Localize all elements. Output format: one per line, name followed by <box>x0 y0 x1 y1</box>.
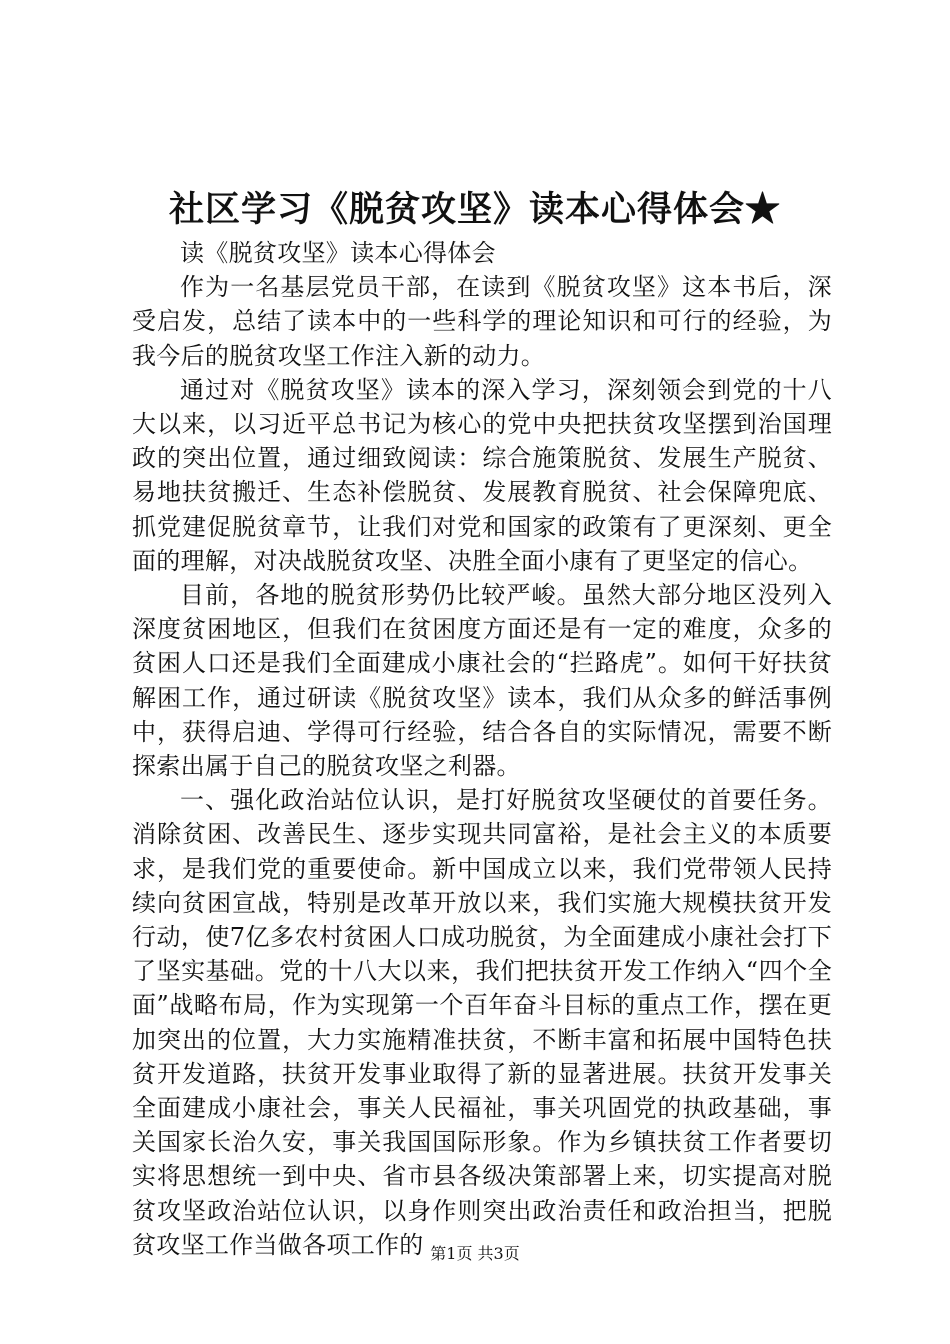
body-paragraph: 目前，各地的脱贫形势仍比较严峻。虽然大部分地区没列入深度贫困地区，但我们在贫困度方面还是有一定的难度，众多的贫困人口还是我们全面建成小康社会的“拦路虎”。如何干好扶贫解困工作，通过研读《脱贫攻坚》读本，我们从众多的鲜活事例中，获得启迪、学得可行经验，结合各自的实际情况，需要不断探索出属于自己的脱贫攻坚之利器。 <box>132 581 832 781</box>
document-title: 社区学习《脱贫攻坚》读本心得体会★ <box>168 189 781 230</box>
page-number-footer: 第1页 共3页 <box>430 1244 520 1263</box>
body-paragraph: 一、强化政治站位认识，是打好脱贫攻坚硬仗的首要任务。消除贫困、改善民生、逐步实现共同富裕，是社会主义的本质要求，是我们党的重要使命。新中国成立以来，我们党带领人民持续向贫困宣战，特别是改革开放以来，我们实施大规模扶贫开发行动，使7亿多农村贫困人口成功脱贫，为全面建成小康社会打下了坚实基础。党的十八大以来，我们把扶贫开发工作纳入“四个全面”战略布局，作为实现第一个百年奋斗目标的重点工作，摆在更加突出的位置，大力实施精准扶贫，不断丰富和拓展中国特色扶贫开发道路，扶贫开发事业取得了新的显著进展。扶贫开发事关全面建成小康社会，事关人民福祉，事关巩固党的执政基础，事关国家长治久安，事关我国国际形象。作为乡镇扶贫工作者要切实将思想统一到中央、省市县各级决策部署上来，切实提高对脱贫攻坚政治站位认识，以身作则突出政治责任和政治担当，把脱贫攻坚工作当做各项工作的 <box>132 786 832 1259</box>
document-body <box>132 236 832 1262</box>
subtitle-paragraph: 读《脱贫攻坚》读本心得体会 <box>180 239 496 267</box>
body-paragraph: 作为一名基层党员干部，在读到《脱贫攻坚》这本书后，深受启发，总结了读本中的一些科学的理论知识和可行的经验，为我今后的脱贫攻坚工作注入新的动力。 <box>132 273 832 370</box>
body-paragraph: 通过对《脱贫攻坚》读本的深入学习，深刻领会到党的十八大以来，以习近平总书记为核心的党中央把扶贫攻坚摆到治国理政的突出位置，通过细致阅读：综合施策脱贫、发展生产脱贫、易地扶贫搬迁、生态补偿脱贫、发展教育脱贫、社会保障兜底、抓党建促脱贫章节，让我们对党和国家的政策有了更深刻、更全面的理解，对决战脱贫攻坚、决胜全面小康有了更坚定的信心。 <box>132 375 832 575</box>
